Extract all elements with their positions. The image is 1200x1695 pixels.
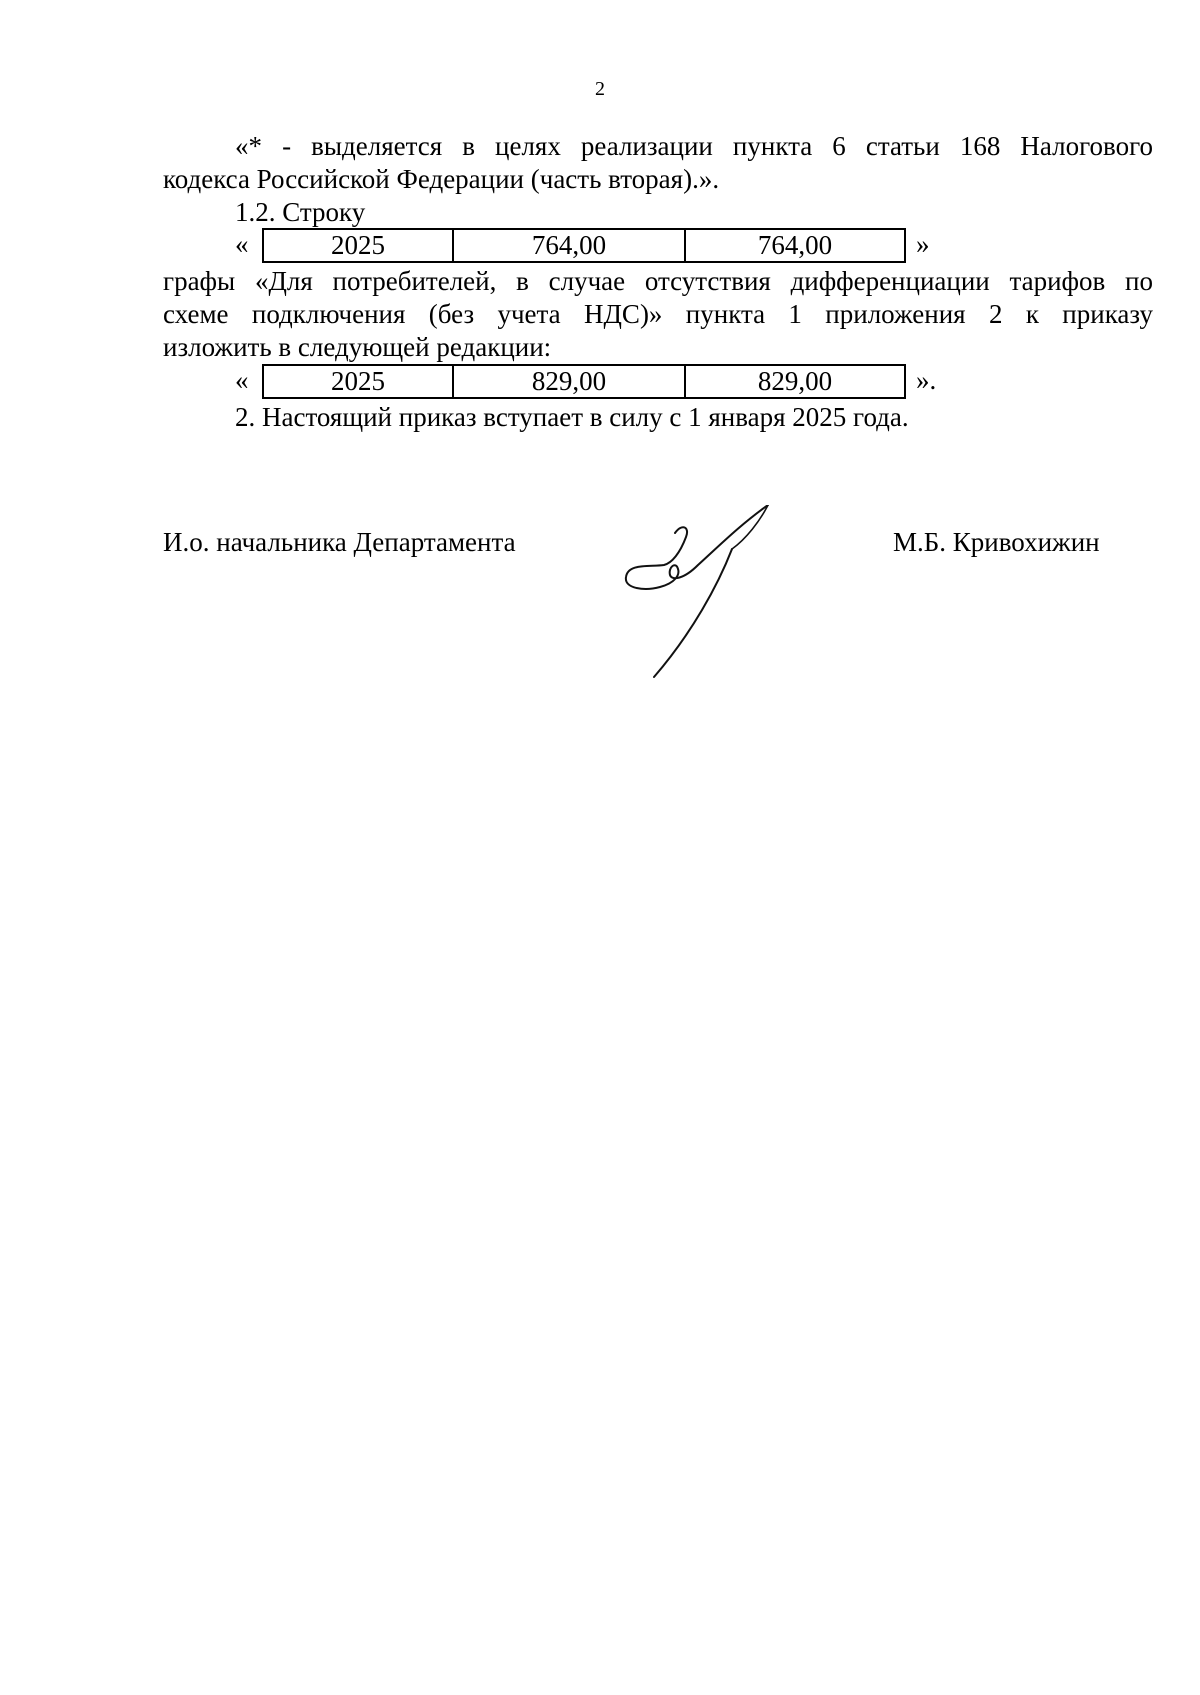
footnote-line-2: кодекса Российской Федерации (часть вторая).». bbox=[163, 164, 720, 194]
table-old-open-quote: « bbox=[235, 229, 249, 259]
column-text-line-1: графы «Для потребителей, в случае отсутствия дифференциации тарифов по bbox=[163, 266, 1153, 296]
table-new-open-quote: « bbox=[235, 365, 249, 395]
handwritten-signature bbox=[620, 505, 790, 680]
table-new bbox=[262, 364, 906, 399]
table-new-cell-year: 2025 bbox=[263, 365, 453, 398]
page-number: 2 bbox=[595, 78, 605, 100]
table-old-cell-value-1: 764,00 bbox=[453, 229, 685, 262]
item-1-2-label: 1.2. Строку bbox=[235, 197, 366, 227]
table-old-cell-value-2: 764,00 bbox=[685, 229, 905, 262]
footnote-line-1: «* - выделяется в целях реализации пункта 6 статьи 168 Налогового bbox=[235, 131, 1153, 161]
column-text-line-2: схеме подключения (без учета НДС)» пункта 1 приложения 2 к приказу bbox=[163, 299, 1153, 329]
item-2-text: 2. Настоящий приказ вступает в силу с 1 января 2025 года. bbox=[235, 402, 909, 432]
signatory-name: М.Б. Кривохижин bbox=[893, 527, 1100, 557]
table-new-cell-value-1: 829,00 bbox=[453, 365, 685, 398]
table-new-close-quote: ». bbox=[916, 365, 937, 395]
signatory-title: И.о. начальника Департамента bbox=[163, 527, 516, 557]
column-text-line-3: изложить в следующей редакции: bbox=[163, 332, 552, 362]
table-new-cell-value-2: 829,00 bbox=[685, 365, 905, 398]
table-old-close-quote: » bbox=[916, 229, 930, 259]
table-old bbox=[262, 228, 906, 263]
table-old-cell-year: 2025 bbox=[263, 229, 453, 262]
